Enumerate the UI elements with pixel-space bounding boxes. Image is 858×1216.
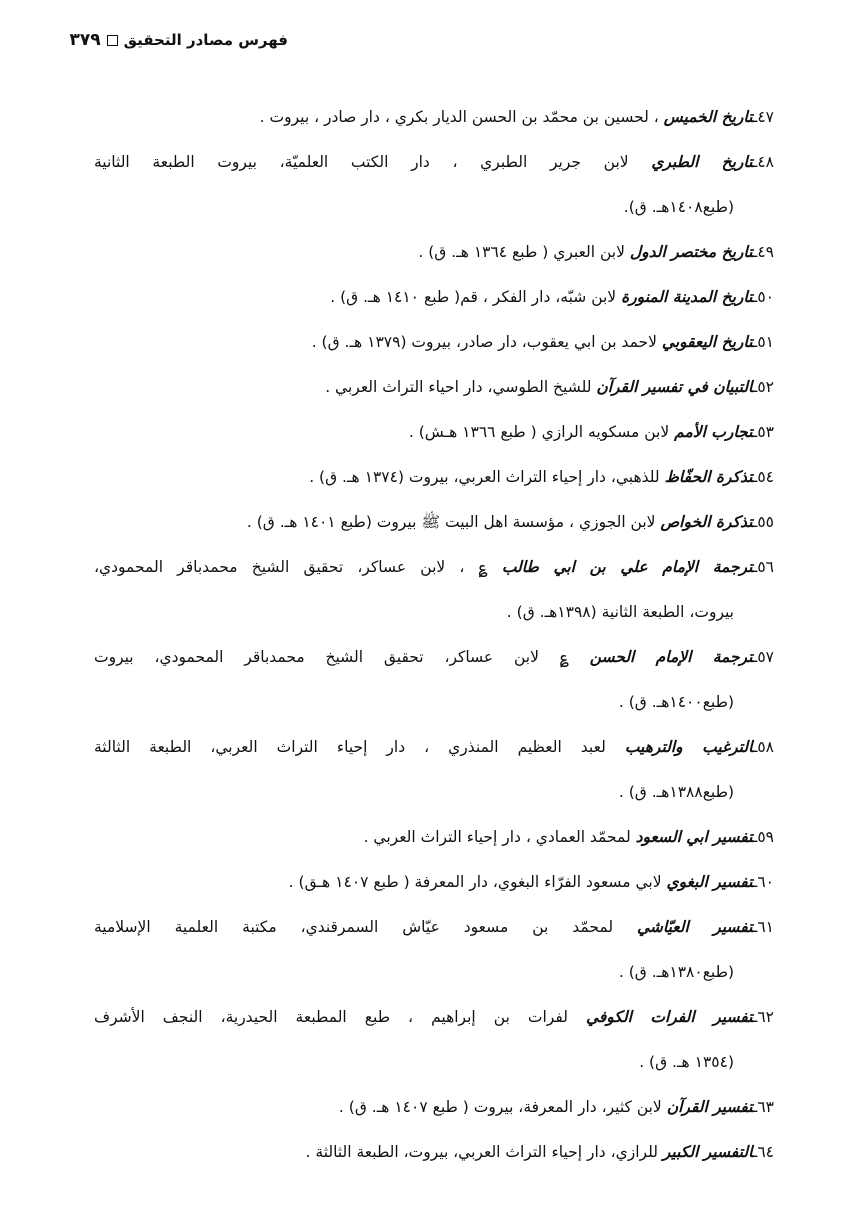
bibliography-entry-49	[94, 230, 774, 275]
bibliography-entry-57	[94, 635, 774, 725]
entry-number: ٥٧ـ	[752, 648, 774, 666]
entry-details: لابن شبّه، دار الفكر ، قم( طبع ١٤١٠ هـ. ق) .	[330, 288, 622, 306]
entry-title: التفسير الكبير	[662, 1143, 753, 1161]
entry-number: ٥٠ـ	[752, 288, 774, 306]
bibliography-entry-54	[94, 455, 774, 500]
entry-number: ٥١ـ	[752, 333, 774, 351]
entry-number: ٦٠ـ	[752, 873, 774, 891]
entry-title: ترجمة الإمام الحسن	[589, 648, 753, 666]
entry-continuation: بيروت، الطبعة الثانية (١٣٩٨هـ. ق) .	[506, 603, 734, 621]
entry-details: لابن مسكويه الرازي ( طبع ١٣٦٦ هـش) .	[408, 423, 675, 441]
entry-continuation: (طبع١٣٨٨هـ. ق) .	[618, 783, 734, 801]
bibliography-entry-47	[94, 95, 774, 140]
entry-details: لمحمّد بن مسعود عيّاش السمرقندي، مكتبة العلمية الإسلامية	[94, 918, 637, 936]
entry-details: لمحمّد العمادي ، دار إحياء التراث العربي .	[363, 828, 636, 846]
bibliography-entry-64	[94, 1130, 774, 1175]
entry-title: تجارب الأمم	[674, 423, 753, 441]
entry-continuation: (طبع١٤٠٨هـ. ق).	[623, 198, 734, 216]
entry-number: ٦٣ـ	[752, 1098, 774, 1116]
bibliography-entry-60	[94, 860, 774, 905]
entry-details: ؏ لابن عساكر، تحقيق الشيخ محمدباقر المحمودي، بيروت	[94, 648, 590, 666]
entry-number: ٥٨ـ	[752, 738, 774, 756]
bibliography-entry-62	[94, 995, 774, 1085]
entry-title: تفسير الفرات الكوفي	[585, 1008, 753, 1026]
entry-number: ٥٤ـ	[752, 468, 774, 486]
entry-continuation: (طبع١٤٠٠هـ. ق) .	[618, 693, 734, 711]
entry-title: تفسير العيّاشي	[636, 918, 753, 936]
entry-number: ٦٢ـ	[752, 1008, 774, 1026]
entry-details: للذهبي، دار إحياء التراث العربي، بيروت (١٣٧٤ هـ. ق) .	[309, 468, 665, 486]
bibliography-entry-51	[94, 320, 774, 365]
entry-title: تفسير القرآن	[666, 1098, 753, 1116]
entry-details: لابي مسعود الفرّاء البغوي، دار المعرفة ( طبع ١٤٠٧ هـق) .	[288, 873, 667, 891]
entry-number: ٥٣ـ	[752, 423, 774, 441]
entry-title: تاريخ المدينة المنورة	[621, 288, 753, 306]
bibliography-entry-61	[94, 905, 774, 995]
running-header	[69, 30, 288, 50]
entry-title: تفسير ابي السعود	[635, 828, 753, 846]
square-ornament-icon	[107, 35, 118, 46]
entry-title: التبيان في تفسير القرآن	[596, 378, 753, 396]
bibliography-entry-63	[94, 1085, 774, 1130]
bibliography-entry-56	[94, 545, 774, 635]
entry-details: لاحمد بن ابي يعقوب، دار صادر، بيروت (١٣٧٩ هـ. ق) .	[311, 333, 662, 351]
entry-details: للرازي، دار إحياء التراث العربي، بيروت، الطبعة الثالثة .	[305, 1143, 663, 1161]
bibliography-entry-53	[94, 410, 774, 455]
entry-details: لابن العبري ( طبع ١٣٦٤ هـ. ق) .	[418, 243, 630, 261]
entry-title: الترغيب والترهيب	[624, 738, 753, 756]
bibliography-entry-59	[94, 815, 774, 860]
entry-number: ٦٤ـ	[752, 1143, 774, 1161]
entry-title: تاريخ اليعقوبي	[661, 333, 753, 351]
entry-number: ٥٢ـ	[752, 378, 774, 396]
entry-details: لفرات بن إبراهيم ، طبع المطبعة الحيدرية، النجف الأشرف	[94, 1008, 586, 1026]
entry-continuation: (طبع١٣٨٠هـ. ق) .	[618, 963, 734, 981]
bibliography-entry-48	[94, 140, 774, 230]
bibliography-entry-52	[94, 365, 774, 410]
bibliography-list	[94, 95, 774, 1175]
entry-details: لابن الجوزي ، مؤسسة اهل البيت ﷺ بيروت (طبع ١٤٠١ هـ. ق) .	[246, 513, 661, 531]
page-number: ٣٧٩	[69, 30, 101, 50]
entry-number: ٤٧ـ	[752, 108, 774, 126]
entry-number: ٤٨ـ	[752, 153, 774, 171]
running-title: فهرس مصادر التحقيق	[123, 31, 288, 49]
entry-number: ٥٦ـ	[752, 558, 774, 576]
entry-number: ٤٩ـ	[752, 243, 774, 261]
bibliography-entry-58	[94, 725, 774, 815]
entry-title: تذكرة الحفّاظ	[664, 468, 753, 486]
entry-title: تذكرة الخواص	[660, 513, 753, 531]
entry-number: ٦١ـ	[752, 918, 774, 936]
entry-details: لعبد العظيم المنذري ، دار إحياء التراث العربي، الطبعة الثالثة	[94, 738, 625, 756]
bibliography-entry-55	[94, 500, 774, 545]
entry-details: ، لحسين بن محمّد بن الحسن الديار بكري ، دار صادر ، بيروت .	[259, 108, 664, 126]
entry-number: ٥٩ـ	[752, 828, 774, 846]
entry-title: تفسير البغوي	[666, 873, 753, 891]
entry-title: تاريخ الخميس	[663, 108, 753, 126]
entry-number: ٥٥ـ	[752, 513, 774, 531]
entry-details: للشيخ الطوسي، دار احياء التراث العربي .	[325, 378, 597, 396]
entry-details: لابن جرير الطبري ، دار الكتب العلميّة، بيروت الطبعة الثانية	[94, 153, 652, 171]
entry-title: ترجمة الإمام علي بن ابي طالب	[501, 558, 753, 576]
entry-details: لابن كثير، دار المعرفة، بيروت ( طبع ١٤٠٧ هـ. ق) .	[338, 1098, 667, 1116]
entry-continuation: (١٣٥٤ هـ. ق) .	[639, 1053, 734, 1071]
entry-title: تاريخ مختصر الدول	[629, 243, 753, 261]
entry-title: تاريخ الطبري	[651, 153, 753, 171]
bibliography-entry-50	[94, 275, 774, 320]
entry-details: ؏ ، لابن عساكر، تحقيق الشيخ محمدباقر المحمودي،	[94, 558, 502, 576]
